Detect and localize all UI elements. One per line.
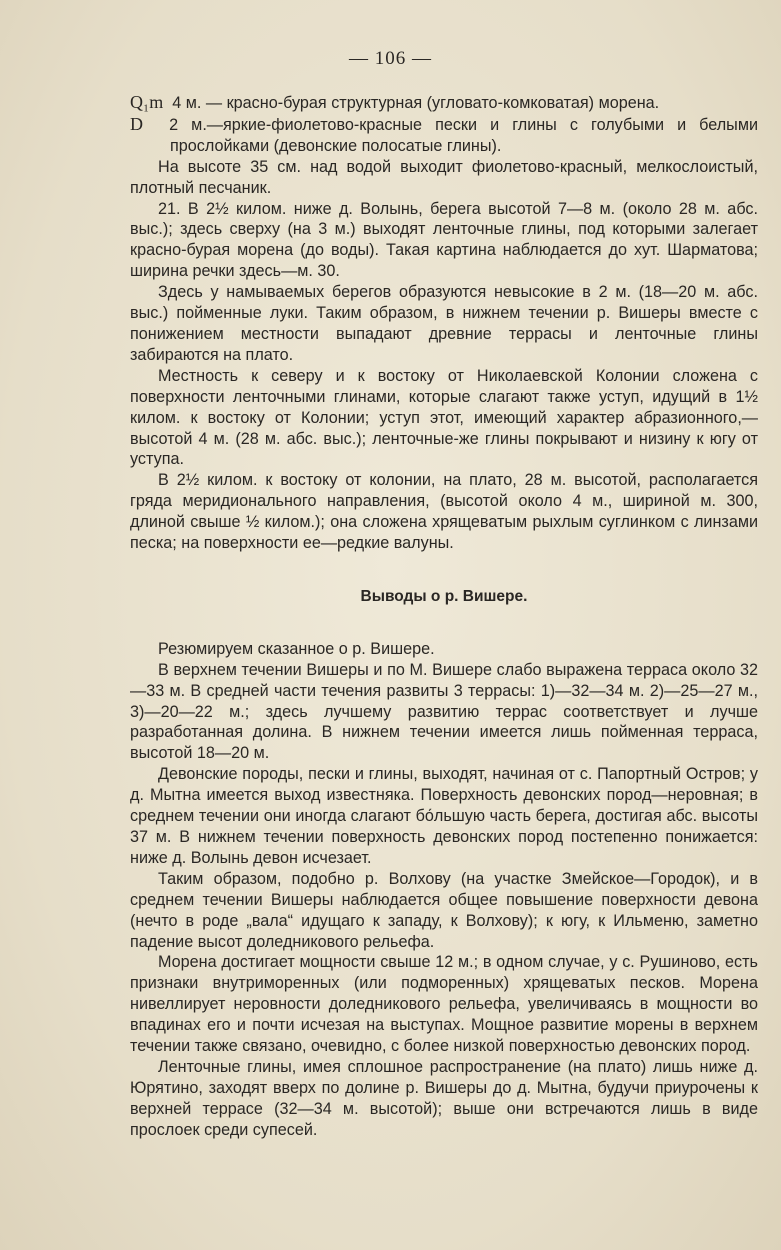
paragraph: 21. В 2½ килом. ниже д. Волынь, берега высотой 7—8 м. (около 28 м. абс. выс.); здесь сверху (на 3 м.) выходят ленточные глины, под которыми залегает красно-бурая морена (до воды). Такая картина наблюдается до хут. Шарматова; ширина речки здесь—м. 30. [130, 199, 758, 281]
layer-description-devonian [130, 114, 758, 157]
conclusion-paragraph: Морена достигает мощности свыше 12 м.; в одном случае, у с. Рушиново, есть признаки внутриморенных (или подморенных) хрящеватых песков. Морена нивеллирует неровности доледникового рельефа, увеличиваясь в мощности во впадинах его и почти исчезая на выступах. Мощное развитие морены в верхнем течении также связано, очевидно, с более низкой поверхностью девонских пород. [130, 953, 758, 1056]
conclusion-paragraph: Девонские породы, пески и глины, выходят, начиная от с. Папортный Остров; у д. Мытна имеется выход известняка. Поверхность девонских пород—неровная; в среднем течении они иногда слагают бо́льшую часть берега, достигая абс. высоты 37 м. В нижнем течении поверхность девонских пород постепенно понижается: ниже д. Волынь девон исчезает. [130, 765, 758, 867]
layer-description-moraine [130, 92, 758, 114]
paragraph: На высоте 35 см. над водой выходит фиолетово-красный, мелкослоистый, плотный песчаник. [130, 157, 758, 197]
paragraph: Здесь у намываемых берегов образуются невысокие в 2 м. (18—20 м. абс. выс.) пойменные луки. Таким образом, в нижнем течении р. Вишеры вместе с понижением местности выпадают древние террасы и ленточные глины забираются на плато. [130, 283, 758, 364]
conclusion-paragraph: В верхнем течении Вишеры и по М. Вишере слабо выражена терраса около 32—33 м. В средней части течения развиты 3 террасы: 1)—32—34 м. 2)—25—27 м., 3)—20—22 м.; здесь лучшему развитию террас соответствует и лучше разработанная долина. В нижнем течении имеется лишь пойменная терраса, высотой 18—20 м. [130, 660, 758, 763]
layer-text: 2 м.—яркие-фиолетово-красные пески и глины с голубыми и белыми прослойками (девонские полосатые глины). [169, 115, 758, 155]
paragraph: В 2½ килом. к востоку от колонии, на плато, 28 м. высотой, располагается гряда меридионального направления, (высотой около 4 м., шириной м. 300, длиной свыше ½ килом.); она сложена хрящеватым рыхлым суглинком с линзами песка; на поверхности ее—редкие валуны. [130, 471, 758, 553]
layer-text: 4 м. — красно-бурая структурная (угловато-комковатая) морена. [172, 94, 660, 112]
conclusion-paragraph: Ленточные глины, имея сплошное распространение (на плато) лишь ниже д. Юрятино, заходят вверх по долине р. Вишеры до д. Мытна, будучи приурочены к верхней террасе (32—34 м. высотой); выше они встречаются лишь в виде прослоек среди супесей. [130, 1057, 758, 1139]
paragraph: Местность к северу и к востоку от Николаевской Колонии сложена с поверхности ленточными глинами, которые слагают также уступ, идущий в 1½ килом. к востоку от Колонии; уступ этот, имеющий характер абразионного,—высотой 4 м. (28 м. абс. выс.); ленточные-же глины покрывают и низину к югу от уступа. [130, 366, 758, 469]
page-body [130, 92, 758, 1141]
conclusion-paragraph: Резюмируем сказанное о р. Вишере. [158, 639, 435, 658]
layer-symbol: Q₁m [130, 92, 164, 112]
conclusion-paragraph: Таким образом, подобно р. Волхову (на участке Змейское—Городок), и в среднем течении Вишеры наблюдается общее повышение поверхности девона (нечто в роде „вала“ идущаго к западу, к Волхову); к югу, к Ильменю, заметно падение высот доледникового рельефа. [130, 869, 758, 951]
layer-symbol: D [130, 113, 143, 134]
page-number: — 106 — [349, 48, 432, 69]
section-heading: Выводы о р. Вишере. [360, 587, 528, 605]
